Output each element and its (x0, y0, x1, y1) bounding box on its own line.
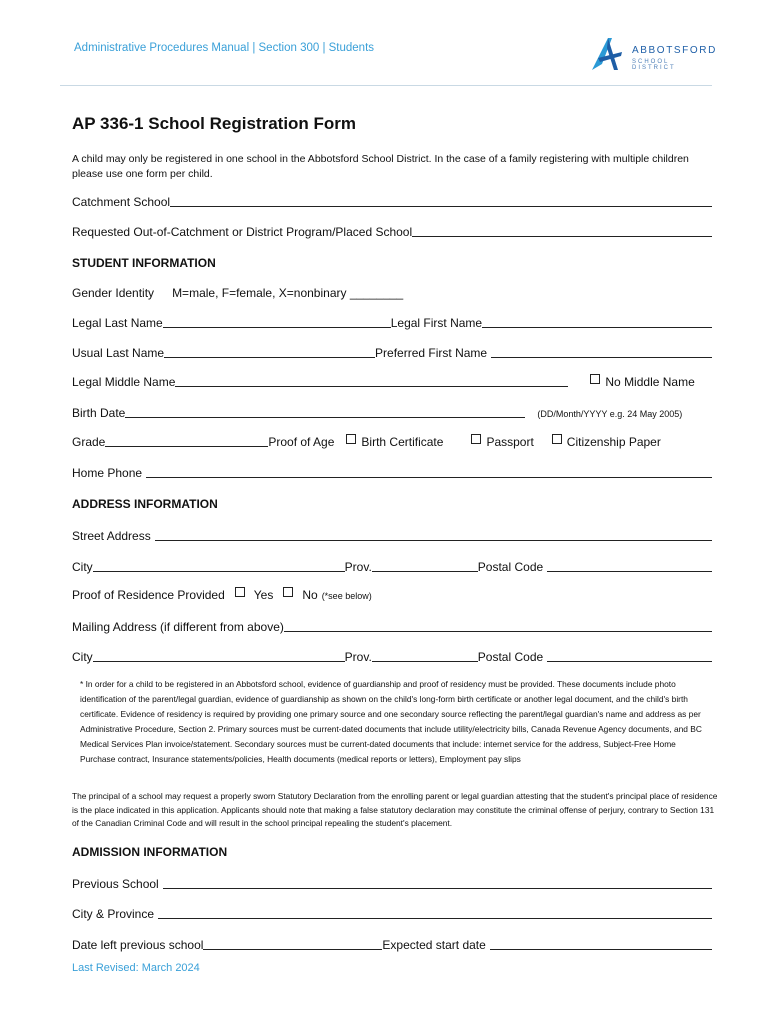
passport-checkbox[interactable] (471, 434, 481, 444)
residence-yes-option[interactable] (235, 587, 274, 602)
legal-first-label: Legal First Name (390, 316, 483, 330)
residence-no-checkbox[interactable] (283, 587, 293, 597)
statutory-note: The principal of a school may request a properly sworn Statutory Declaration from the enrolling parent or legal guardian attesting that the student's principal place of residence is the place indicated in this application. Applicants should note that making a false statutory declaration may constitute the criminal offense of perjury, contrary to Section 131 of the Canadian Criminal Code and will result in the school principal repealing the student's placement. (72, 791, 718, 828)
home-phone-row (72, 464, 712, 480)
no-middle-label: No Middle Name (605, 375, 695, 389)
passport-option[interactable] (471, 434, 533, 449)
legal-last-label: Legal Last Name (72, 316, 163, 330)
previous-school-field[interactable] (163, 877, 712, 889)
preferred-first-field[interactable] (491, 346, 712, 358)
home-phone-label: Home Phone (72, 466, 143, 480)
city-field[interactable] (93, 560, 345, 572)
birth-cert-checkbox[interactable] (346, 434, 356, 444)
previous-school-row (72, 875, 712, 891)
mailing-city-field[interactable] (93, 650, 345, 662)
gender-label: Gender Identity (72, 286, 155, 300)
proof-age-label: Proof of Age (268, 435, 335, 449)
mailing-prov-label: Prov. (344, 650, 372, 664)
city-province-label: City & Province (72, 907, 155, 921)
city-label: City (72, 560, 93, 574)
no-middle-checkbox[interactable] (590, 374, 600, 384)
catchment-school-field[interactable] (170, 195, 712, 207)
address-info-heading: ADDRESS INFORMATION (72, 497, 218, 511)
grade-label: Grade (72, 435, 106, 449)
birth-date-row (72, 404, 712, 420)
street-address-row (72, 527, 712, 543)
mailing-postal-field[interactable] (547, 650, 712, 662)
preferred-first-label: Preferred First Name (375, 346, 488, 360)
mailing-postal-label: Postal Code (477, 650, 544, 664)
previous-school-label: Previous School (72, 877, 159, 891)
citizenship-option[interactable] (552, 434, 661, 449)
legal-middle-label: Legal Middle Name (72, 375, 176, 389)
see-below-note: (*see below) (321, 591, 372, 601)
legal-middle-field[interactable] (175, 375, 568, 387)
grade-row (72, 433, 712, 449)
proof-residence-label: Proof of Residence Provided (72, 588, 225, 602)
city-province-field[interactable] (158, 907, 712, 919)
birth-date-field[interactable] (125, 406, 525, 418)
logo-subtitle: SCHOOL DISTRICT (632, 59, 676, 71)
gender-options[interactable]: M=male, F=female, X=nonbinary ________ (172, 286, 404, 300)
requested-school-row (72, 223, 712, 239)
middle-name-row (72, 373, 712, 389)
city-row (72, 558, 712, 574)
mailing-prov-field[interactable] (372, 650, 478, 662)
usual-last-label: Usual Last Name (72, 346, 165, 360)
usual-name-row (72, 344, 712, 360)
header-title: Administrative Procedures Manual | Section 300 | Students (74, 42, 375, 54)
proof-residence-row (72, 586, 712, 602)
page-header (60, 16, 717, 86)
birth-cert-label: Birth Certificate (361, 435, 444, 449)
mailing-city-row (72, 648, 712, 664)
mailing-address-field[interactable] (284, 620, 712, 632)
mailing-address-row (72, 618, 712, 634)
street-address-field[interactable] (155, 529, 712, 541)
mailing-city-label: City (72, 650, 93, 664)
district-logo (588, 34, 717, 74)
home-phone-field[interactable] (146, 466, 712, 478)
residency-note: * In order for a child to be registered in an Abbotsford school, evidence of guardianship and proof of residency must be provided. These documents include photo identification of the parent/legal guardian, evidence of guardianship as shown on the child's long-form birth certificate or another legal document, and the child's birth certificate. Evidence of residency is required by providing one primary source and one secondary source reflecting the parent/legal guardian's name and address as per Administrative Procedure, Section 2. Primary sources must be current-dated documents that include utility/electricity bills, Canada Revenue Agency documents, and BC Medical Services Plan invoice/statement. Secondary sources must be current-dated documents that include: internet service for the address, Subject-Free Home Purchase contract, Insurance statements/policies, Health documents (medical reports or letters), Employment pay slips (80, 679, 702, 764)
city-province-row (72, 905, 712, 921)
requested-school-field[interactable] (412, 225, 712, 237)
prov-field[interactable] (372, 560, 478, 572)
expected-start-label: Expected start date (382, 938, 486, 952)
gender-row (72, 284, 712, 300)
requested-school-label: Requested Out-of-Catchment or District Program/Placed School (72, 225, 413, 239)
last-revised: Last Revised: March 2024 (72, 962, 200, 974)
mailing-address-label: Mailing Address (if different from above) (72, 620, 284, 634)
residence-yes-checkbox[interactable] (235, 587, 245, 597)
catchment-school-label: Catchment School (72, 195, 171, 209)
prov-label: Prov. (344, 560, 372, 574)
logo-name: ABBOTSFORD (632, 45, 717, 56)
citizenship-checkbox[interactable] (552, 434, 562, 444)
admission-info-heading: ADMISSION INFORMATION (72, 845, 228, 859)
citizenship-label: Citizenship Paper (566, 435, 661, 449)
grade-field[interactable] (105, 435, 268, 447)
intro-text: A child may only be registered in one school in the Abbotsford School District. In the case of a family registering with multiple children please use one form per child. (72, 153, 689, 180)
catchment-school-row (72, 193, 712, 209)
dates-row (72, 936, 712, 952)
form-title: AP 336-1 School Registration Form (72, 114, 357, 133)
passport-label: Passport (486, 435, 534, 449)
legal-last-field[interactable] (163, 316, 391, 328)
date-left-field[interactable] (203, 938, 382, 950)
legal-first-field[interactable] (482, 316, 712, 328)
residence-no-option[interactable] (283, 587, 317, 602)
legal-name-row (72, 314, 712, 330)
street-address-label: Street Address (72, 529, 151, 543)
residence-no-label: No (302, 588, 318, 602)
postal-code-label: Postal Code (477, 560, 544, 574)
birth-date-label: Birth Date (72, 406, 126, 420)
usual-last-field[interactable] (164, 346, 375, 358)
date-left-label: Date left previous school (72, 938, 204, 952)
expected-start-field[interactable] (490, 938, 712, 950)
birth-cert-option[interactable] (346, 434, 443, 449)
abbotsford-logo-icon (588, 34, 628, 74)
student-info-heading: STUDENT INFORMATION (72, 256, 216, 270)
residence-yes-label: Yes (253, 588, 274, 602)
postal-code-field[interactable] (547, 560, 712, 572)
no-middle-option[interactable] (590, 374, 694, 389)
birth-date-format: (DD/Month/YYYY e.g. 24 May 2005) (537, 409, 683, 419)
